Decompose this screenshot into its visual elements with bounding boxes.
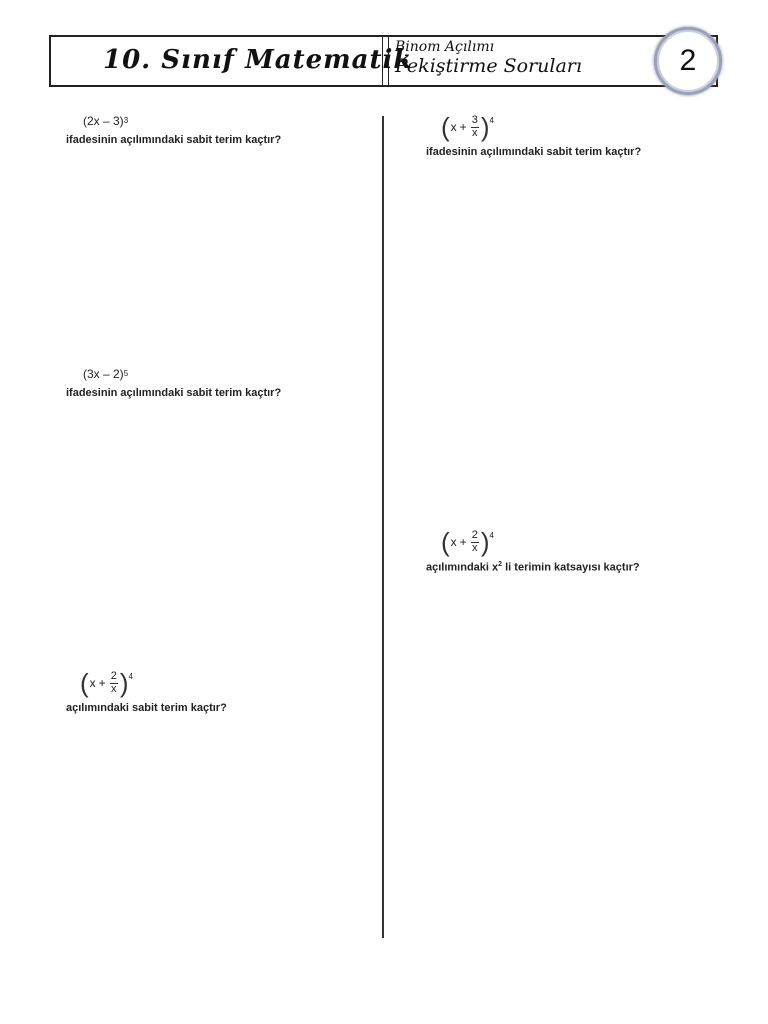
header-separator [382, 35, 389, 87]
question-4 [426, 114, 641, 158]
question-3 [66, 670, 227, 714]
subtitle-line-1: Binom Açılımı [395, 39, 495, 55]
page-number: 2 [679, 44, 697, 77]
question-prompt: ifadesinin açılımındaki sabit terim kaçtır? [66, 134, 282, 146]
question-1 [66, 114, 281, 146]
header-box [49, 35, 718, 87]
question-expression: ( x + $\frac{3}{x}$ ) 4 [441, 112, 494, 142]
question-prompt: ifadesinin açılımındaki sabit terim kaçtır? [66, 387, 282, 399]
subtitle-line-2: Pekiştirme Soruları [395, 55, 582, 77]
question-prompt: ifadesinin açılımındaki sabit terim kaçtır? [426, 146, 642, 158]
header-subtitle [395, 40, 582, 76]
page-title: 10. Sınıf Matematik [103, 45, 413, 75]
page-number-badge [654, 27, 722, 95]
question-expression: (3x – 2) 5 [83, 367, 129, 381]
question-expression: ( x + $\frac{2}{x}$ ) 4 [441, 527, 494, 557]
question-expression: ( x + $\frac{2}{x}$ ) 4 [80, 668, 133, 698]
question-5 [426, 529, 640, 574]
question-expression: (2x – 3) 3 [83, 114, 129, 128]
question-prompt: açılımındaki sabit terim kaçtır? [66, 702, 227, 714]
question-prompt: açılımındaki $x^2$ li terimin katsayısı kaçtır? [426, 561, 640, 574]
question-2 [66, 367, 281, 399]
column-divider [382, 116, 384, 938]
